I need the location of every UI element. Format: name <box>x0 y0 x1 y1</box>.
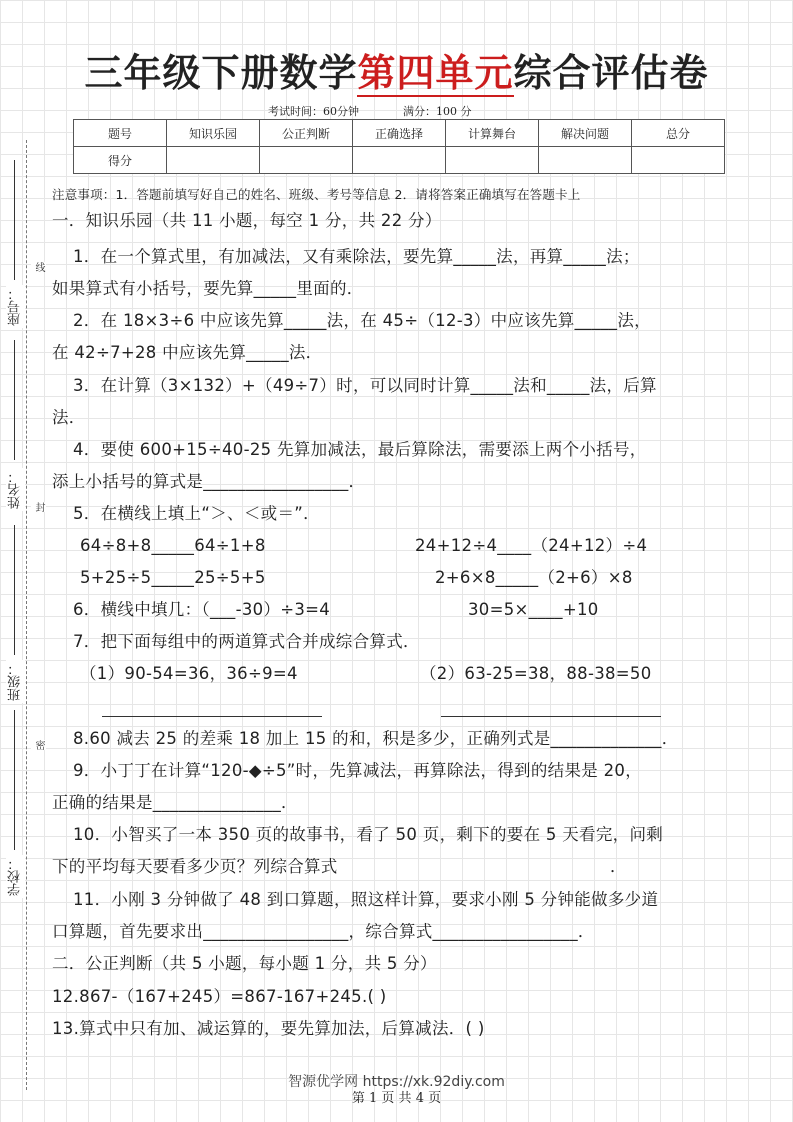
question-3-line-2: 法． <box>52 408 86 427</box>
section-heading-2: 二．公正判断（共 5 小题，每小题 1 分，共 5 分） <box>52 954 437 973</box>
binding-mark-line: 线 <box>33 262 44 272</box>
score-header-cell: 知识乐园 <box>167 120 260 147</box>
name-fill-line <box>14 340 15 460</box>
score-table <box>73 119 725 174</box>
question-6-item-b: 30=5×____+10 <box>468 600 599 619</box>
score-cell[interactable] <box>260 147 353 174</box>
score-header-cell: 正确选择 <box>353 120 446 147</box>
score-header-cell: 题号 <box>74 120 167 147</box>
score-table-score-row <box>74 147 725 174</box>
question-11-line-1: 11．小刚 3 分钟做了 48 到口算题，照这样计算，要求小刚 5 分钟能做多少道 <box>73 890 659 909</box>
score-table-header-row <box>74 120 725 147</box>
question-10-period: ． <box>610 857 627 876</box>
binding-dashed-line <box>26 140 27 1090</box>
question-8: 8.60 减去 25 的差乘 18 加上 15 的和，积是多少，正确列式是_____________． <box>73 729 679 748</box>
score-header-cell: 解决问题 <box>539 120 632 147</box>
title-suffix: 综合评估卷 <box>513 51 709 95</box>
question-5-prompt: 5．在横线上填上“＞、＜或＝”． <box>73 504 320 523</box>
exam-info <box>268 103 516 119</box>
title-prefix: 三年级下册数学 <box>84 51 358 95</box>
class-fill-line <box>14 525 15 655</box>
exam-full-score: 满分：100 分 <box>403 105 472 118</box>
score-header-cell: 总分 <box>632 120 725 147</box>
question-5-item-c: 5+25÷5_____25÷5+5 <box>80 568 266 587</box>
title-unit: 第四单元 <box>357 51 514 95</box>
score-cell[interactable] <box>353 147 446 174</box>
watermark-text: 智源优学网 https://xk.92diy.com <box>288 1074 505 1090</box>
question-10-line-1: 10．小智买了一本 350 页的故事书，看了 50 页，剩下的要在 5 天看完，问剩 <box>73 825 664 844</box>
question-7-prompt: 7．把下面每组中的两道算式合并成综合算式． <box>73 632 420 651</box>
score-header-cell: 公正判断 <box>260 120 353 147</box>
binding-mark-seal: 封 <box>33 502 44 512</box>
school-fill-line <box>14 710 15 850</box>
question-7-answer-line-1[interactable] <box>102 716 322 717</box>
class-label: 班级： <box>8 662 23 701</box>
question-9-line-2: 正确的结果是_______________． <box>52 793 298 812</box>
exam-time: 考试时间：60分钟 <box>268 105 359 118</box>
score-header-cell: 计算舞台 <box>446 120 539 147</box>
seat-label: 座号： <box>8 287 23 326</box>
question-5-item-d: 2+6×8_____（2+6）×8 <box>435 568 633 587</box>
notice-text: 注意事项：1．答题前填写好自己的姓名、班级、考号等信息 2．请将答案正确填写在答题卡上 <box>52 187 581 202</box>
question-6-item-a: 6．横线中填几：（___-30）÷3=4 <box>73 600 331 619</box>
question-12: 12.867-（167+245）=867-167+245.( ) <box>52 987 387 1006</box>
question-7-item-1: （1）90-54=36，36÷9=4 <box>80 664 298 683</box>
question-10-line-2: 下的平均每天要看多少页？列综合算式 <box>52 857 338 876</box>
score-cell[interactable] <box>632 147 725 174</box>
question-2-line-2: 在 42÷7+28 中应该先算_____法． <box>52 343 323 362</box>
section-heading-1: 一．知识乐园（共 11 小题，每空 1 分，共 22 分） <box>52 211 442 230</box>
page-title <box>0 42 793 97</box>
question-3-line-1: 3．在计算（3×132）+（49÷7）时，可以同时计算_____法和_____法，后算 <box>73 376 657 395</box>
name-label: 姓名： <box>8 470 23 509</box>
question-7-answer-line-2[interactable] <box>441 716 661 717</box>
question-1-line-2: 如果算式有小括号，要先算_____里面的． <box>52 279 364 298</box>
question-5-item-a: 64÷8+8_____64÷1+8 <box>80 536 266 555</box>
question-2-line-1: 2．在 18×3÷6 中应该先算_____法，在 45÷（12-3）中应该先算_____法， <box>73 311 651 330</box>
question-4-line-2: 添上小括号的算式是_________________． <box>52 472 366 491</box>
seat-fill-line <box>14 160 15 280</box>
page-number: 第 1 页 共 4 页 <box>351 1091 442 1106</box>
school-label: 学校： <box>8 857 23 896</box>
question-5-item-b: 24+12÷4____（24+12）÷4 <box>415 536 648 555</box>
question-11-line-2: 口算题，首先要求出_________________，综合算式_________________． <box>52 922 595 941</box>
question-7-item-2: （2）63-25=38，88-38=50 <box>420 664 652 683</box>
question-9-line-1: 9．小丁丁在计算“120-◆÷5”时，先算减法，再算除法，得到的结果是 20， <box>73 761 642 780</box>
score-cell[interactable] <box>539 147 632 174</box>
score-cell[interactable] <box>446 147 539 174</box>
question-13: 13.算式中只有加、减运算的，要先算加法，后算减法．( ) <box>52 1019 485 1038</box>
binding-mark-secret: 密 <box>33 740 44 750</box>
question-4-line-1: 4．要使 600+15÷40-25 先算加减法，最后算除法，需要添上两个小括号， <box>73 440 647 459</box>
score-row-label: 得分 <box>74 147 167 174</box>
question-1-line-1: 1．在一个算式里，有加减法，又有乘除法，要先算_____法，再算_____法； <box>73 247 640 266</box>
score-cell[interactable] <box>167 147 260 174</box>
